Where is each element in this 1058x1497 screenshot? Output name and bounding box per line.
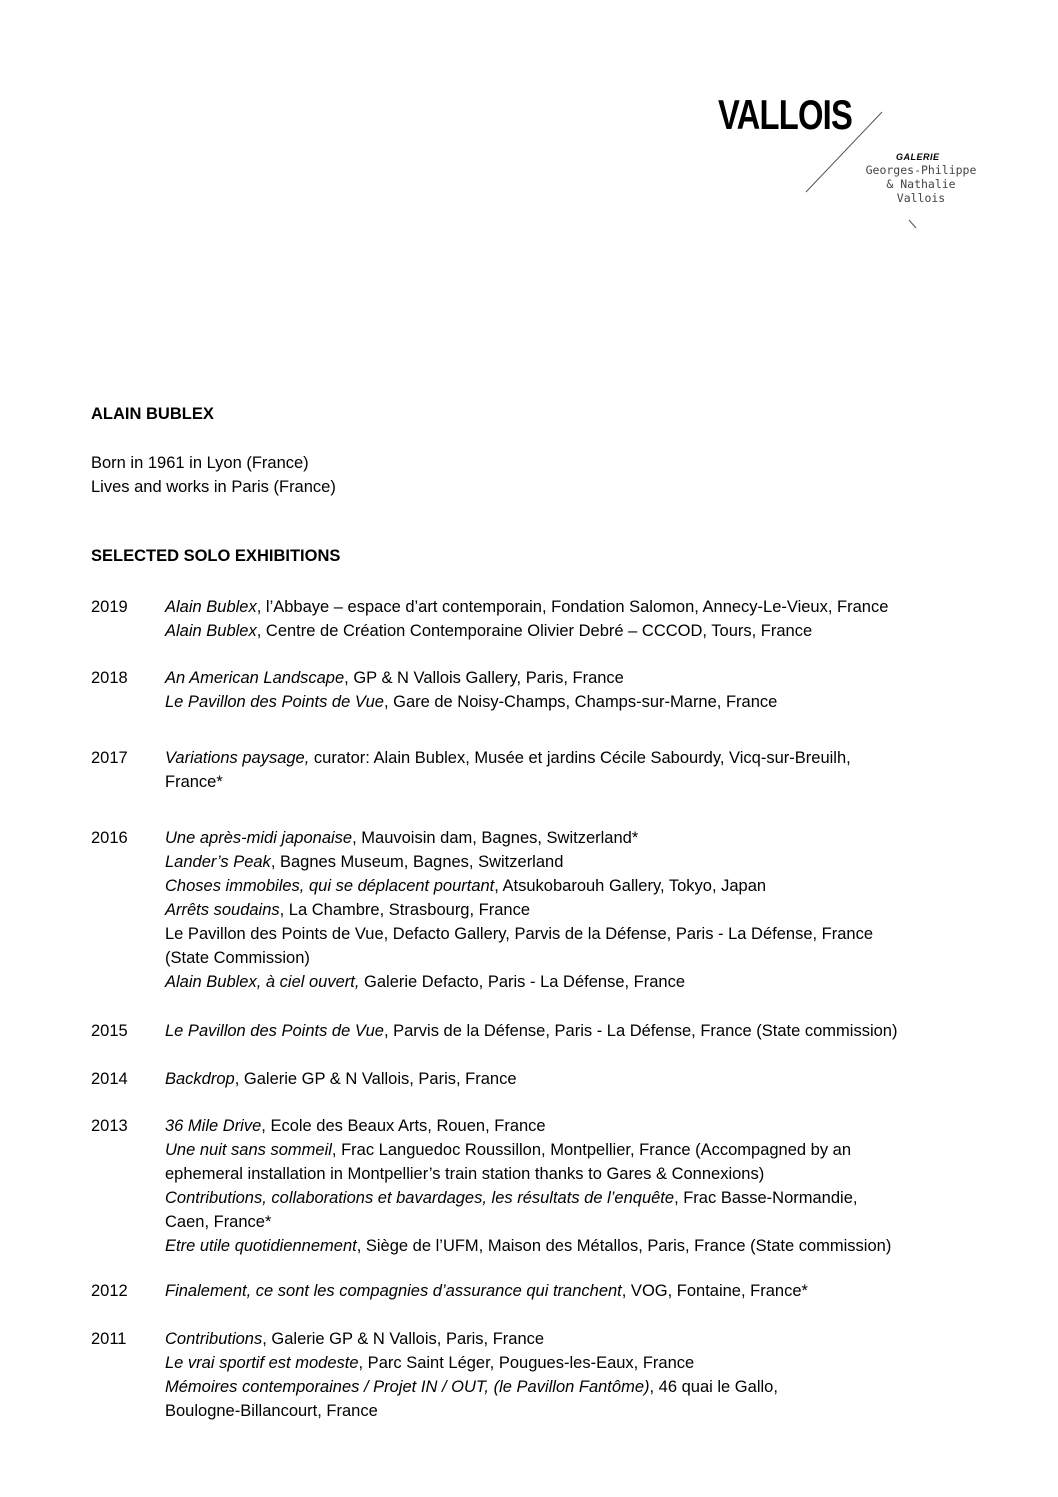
exhibition-title-text: Lander’s Peak	[165, 853, 271, 871]
exhibition-title-text: Contributions	[165, 1330, 263, 1348]
exhibition-year: 2011	[91, 1330, 127, 1348]
exhibition-year: 2018	[91, 669, 128, 687]
exhibition-venue-text: curator: Alain Bublex, Musée et jardins Cécile Sabourdy, Vicq-sur-Breuilh,	[309, 749, 851, 767]
exhibition-venue-text: , GP & N Vallois Gallery, Paris, France	[344, 669, 624, 687]
exhibition-venue-text: , Gare de Noisy-Champs, Champs-sur-Marne, France	[383, 693, 778, 711]
exhibition-title-text: Le vrai sportif est modeste	[165, 1354, 359, 1372]
exhibition-line	[165, 1067, 995, 1091]
exhibition-details	[165, 1019, 995, 1043]
exhibition-details	[165, 1114, 995, 1258]
exhibition-title-text: Choses immobiles, qui se déplacent pourtant	[165, 877, 495, 895]
exhibition-line	[165, 1019, 995, 1043]
exhibition-title-text: 36 Mile Drive	[165, 1117, 262, 1135]
exhibition-title-text: Backdrop	[165, 1070, 235, 1088]
exhibition-line	[165, 874, 995, 898]
gallery-logo	[718, 90, 978, 250]
exhibition-venue-text: , Centre de Création Contemporaine Olivier Debré – CCCOD, Tours, France	[256, 622, 813, 640]
exhibition-details	[165, 746, 995, 794]
exhibition-line	[165, 690, 995, 714]
exhibition-line	[165, 1186, 995, 1210]
exhibition-venue-text: , Galerie GP & N Vallois, Paris, France	[262, 1330, 545, 1348]
exhibition-line	[165, 1114, 995, 1138]
exhibition-venue-text: , l’Abbaye – espace d’art contemporain, Fondation Salomon, Annecy-Le-Vieux, France	[256, 598, 889, 616]
exhibition-title-text: Le Pavillon des Points de Vue	[165, 693, 384, 711]
exhibition-title-text: Contributions, collaborations et bavardages, les résultats de l’enquête	[165, 1189, 675, 1207]
exhibition-line	[165, 619, 995, 643]
exhibition-venue-text: Caen, France*	[165, 1213, 272, 1231]
exhibition-title-text: Mémoires contemporaines / Projet IN / OUT, (le Pavillon Fantôme)	[165, 1378, 650, 1396]
artist-name: ALAIN BUBLEX	[91, 405, 214, 423]
logo-line: & Nathalie	[886, 177, 956, 191]
exhibition-venue-text: , Frac Languedoc Roussillon, Montpellier, France (Accompagned by an	[331, 1141, 852, 1159]
logo-line: Vallois	[896, 191, 946, 205]
exhibition-venue-text: , Siège de l’UFM, Maison des Métallos, Paris, France (State commission)	[356, 1237, 892, 1255]
exhibition-venue-text: Boulogne-Billancourt, France	[165, 1402, 378, 1420]
logo-galerie-label: GALERIE	[896, 152, 940, 162]
section-title: SELECTED SOLO EXHIBITIONS	[91, 547, 341, 565]
exhibition-title-text: Etre utile quotidiennement	[165, 1237, 357, 1255]
exhibition-title-text: Alain Bublex	[165, 598, 257, 616]
exhibition-venue-text: , 46 quai le Gallo,	[649, 1378, 778, 1396]
exhibition-venue-text: ephemeral installation in Montpellier’s train station thanks to Gares & Connexions)	[165, 1165, 765, 1183]
exhibition-line	[165, 946, 995, 970]
exhibition-venue-text: , Frac Basse-Normandie,	[674, 1189, 858, 1207]
exhibition-line	[165, 1375, 995, 1399]
exhibition-line	[165, 770, 995, 794]
exhibition-venue-text: (State Commission)	[165, 949, 310, 967]
exhibition-title-text: Une après-midi japonaise	[165, 829, 353, 847]
exhibition-venue-text: France*	[165, 773, 223, 791]
exhibition-title-text: Une nuit sans sommeil	[165, 1141, 332, 1159]
exhibition-details	[165, 1327, 995, 1423]
exhibition-line	[165, 1351, 995, 1375]
exhibition-title-text: Alain Bublex	[165, 622, 257, 640]
artist-bio	[91, 451, 336, 499]
logo-gallery-owners	[856, 163, 986, 205]
exhibition-year: 2015	[91, 1022, 128, 1040]
exhibition-line	[165, 970, 995, 994]
exhibition-venue-text: , Parc Saint Léger, Pougues-les-Eaux, France	[358, 1354, 695, 1372]
exhibition-line	[165, 850, 995, 874]
exhibition-line	[165, 922, 995, 946]
exhibition-details	[165, 666, 995, 714]
exhibition-year: 2012	[91, 1282, 128, 1300]
exhibition-venue-text: Galerie Defacto, Paris - La Défense, France	[359, 973, 686, 991]
exhibition-title-text: Arrêts soudains	[165, 901, 280, 919]
exhibition-venue-text: , Mauvoisin dam, Bagnes, Switzerland*	[352, 829, 639, 847]
exhibition-title-text: Le Pavillon des Points de Vue	[165, 1022, 384, 1040]
exhibition-year: 2014	[91, 1070, 128, 1088]
exhibition-line	[165, 1162, 995, 1186]
exhibition-line	[165, 595, 995, 619]
exhibition-title-text: Variations paysage,	[165, 749, 310, 767]
exhibition-line	[165, 1279, 995, 1303]
exhibition-venue-text: , Galerie GP & N Vallois, Paris, France	[234, 1070, 517, 1088]
exhibition-line	[165, 826, 995, 850]
bio-line: Lives and works in Paris (France)	[91, 478, 336, 496]
exhibition-line	[165, 1399, 995, 1423]
bio-line: Born in 1961 in Lyon (France)	[91, 454, 309, 472]
exhibition-venue-text: , La Chambre, Strasbourg, France	[279, 901, 531, 919]
exhibition-year: 2019	[91, 598, 128, 616]
exhibition-line	[165, 1234, 995, 1258]
exhibition-details	[165, 595, 995, 643]
exhibition-year: 2016	[91, 829, 128, 847]
logo-wordmark: VALLOIS	[718, 91, 853, 138]
exhibition-title-text: Alain Bublex, à ciel ouvert,	[165, 973, 360, 991]
exhibition-line	[165, 1327, 995, 1351]
exhibition-line	[165, 1138, 995, 1162]
exhibition-year: 2013	[91, 1117, 128, 1135]
exhibition-details	[165, 1067, 995, 1091]
exhibition-line	[165, 666, 995, 690]
exhibition-venue-text: , Bagnes Museum, Bagnes, Switzerland	[270, 853, 564, 871]
exhibition-line	[165, 1210, 995, 1234]
exhibition-line	[165, 898, 995, 922]
exhibition-title-text: Finalement, ce sont les compagnies d’assurance qui tranchent	[165, 1282, 622, 1300]
exhibition-year: 2017	[91, 749, 128, 767]
exhibition-details	[165, 1279, 995, 1303]
exhibition-venue-text: , VOG, Fontaine, France*	[621, 1282, 808, 1300]
exhibition-venue-text: , Atsukobarouh Gallery, Tokyo, Japan	[494, 877, 767, 895]
exhibition-details	[165, 826, 995, 994]
exhibition-venue-text: , Parvis de la Défense, Paris - La Défense, France (State commission)	[383, 1022, 898, 1040]
exhibition-venue-text: , Ecole des Beaux Arts, Rouen, France	[261, 1117, 546, 1135]
exhibition-venue-text: Le Pavillon des Points de Vue, Defacto Gallery, Parvis de la Défense, Paris - La Défense, France	[165, 925, 874, 943]
exhibition-title-text: An American Landscape	[165, 669, 345, 687]
exhibition-line	[165, 746, 995, 770]
logo-line: Georges-Philippe	[865, 163, 977, 177]
